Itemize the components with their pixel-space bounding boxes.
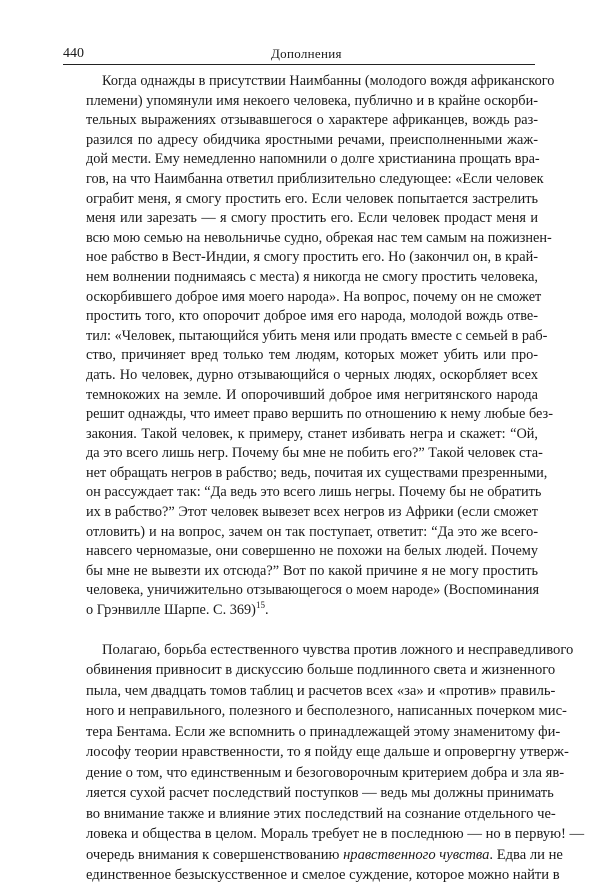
quote-line: нем волнении поднимаясь с места) я никогда не смогу простить человека, — [86, 268, 538, 285]
quote-line: закония. Такой человек, к примеру, станет избивать негра и скажет: “Ой, — [86, 425, 538, 442]
quote-line: человека, уничижительно отзывающегося о моем народе» (Воспоминания — [86, 582, 540, 599]
main-paragraph — [86, 640, 585, 886]
quote-line: ограбит меня, я смогу простить его. Если человек попытается застрелить — [86, 190, 538, 207]
quote-line: навсего черномазые, они совершенно не похожи на белых людей. Почему — [86, 543, 538, 560]
quote-line: племени) упомянули имя некоего человека, публично и в крайне оскорби- — [86, 92, 538, 109]
running-title: Дополнения — [271, 46, 342, 61]
main-line-11-end: . Едва ли не — [489, 846, 563, 863]
page-body — [86, 72, 585, 886]
quote-line: решит однажды, что имеет право вершить по отношению к нему любые без- — [86, 406, 553, 423]
main-line-11-start: очередь внимания к совершенствованию — [86, 846, 344, 863]
quote-line: всю мою семью на невольничье судно, обрекая нас тем самым на пожизнен- — [86, 229, 552, 246]
quote-line: гов, на что Наимбанна ответил приблизительно следующее: «Если человек — [86, 170, 544, 187]
quote-line: темнокожих на земле. И опорочивший доброе имя негритянского народа — [86, 386, 538, 403]
page-number: 440 — [63, 46, 84, 61]
quote-line: меня или зарезать — я смогу простить его. Если человек продаст меня и — [86, 210, 538, 227]
quote-line: тельных выражениях отзывавшегося о характере африканцев, вождь раз- — [86, 112, 538, 129]
quote-line: он рассуждает так: “Да ведь это всего лишь негры. Почему бы не обратить — [86, 484, 542, 501]
main-line: тера Бентама. Если же вспомнить о принадлежащей этому знаменитому фи- — [86, 723, 561, 740]
main-line: ляется сухой расчет последствий поступков — ведь мы должны принимать — [86, 785, 554, 802]
main-line: Полагаю, борьба естественного чувства против ложного и несправедливого — [102, 641, 574, 658]
quote-line: бы мне не вывезти их отсюда?” Вот по какой причине я не могу простить — [86, 562, 538, 579]
main-line: ловека и общества в целом. Мораль требует не в последнюю — но в первую! — — [86, 826, 585, 843]
quote-line: Когда однажды в присутствии Наимбанны (молодого вождя африканского — [102, 73, 555, 89]
main-line: обвинения привносит в дискуссию больше подлинного света и жизненного — [86, 662, 556, 679]
quote-line: дой мести. Ему немедленно напомнили о долге христианина прощать вра- — [86, 151, 540, 168]
quote-line: да это всего лишь негр. Почему бы мне не побить его?” Такой человек ста- — [86, 445, 543, 462]
main-line: лософу теории нравственности, то я пойду еще дальше и опровергну утверж- — [86, 744, 569, 761]
main-line: дение о том, что единственным и безоговорочным критерием добра и зла яв- — [86, 764, 565, 781]
quote-line: разился по адресу обидчика яростными речами, преисполненными жаж- — [86, 131, 538, 148]
main-line: ного и неправильного, полезного и бесполезного, написанных почерком мис- — [86, 703, 567, 720]
page-header — [63, 44, 535, 65]
quote-line: оскорбившего доброе имя моего народа». На вопрос, почему он не сможет — [86, 288, 542, 305]
quote-line: ное рабство в Вест-Индии, я смогу простить его. Но (закончил он, в край- — [86, 249, 538, 266]
quote-last-line — [86, 601, 538, 621]
quote-line: нет обращать негров в рабство; ведь, почитая их существами презренными, — [86, 464, 548, 481]
quote-line: тил: «Человек, пытающийся убить меня или продать вместе с семьей в раб- — [86, 327, 548, 344]
paragraph-gap — [86, 621, 538, 640]
footnote-ref: 15 — [255, 600, 265, 611]
quote-last-end: . — [264, 602, 269, 619]
quote-line: дать. Но человек, дурно отзывающийся о черных людях, оскорбляет всех — [86, 366, 538, 383]
quote-paragraph — [86, 72, 555, 621]
italic-phrase: нравственного чувства — [343, 846, 490, 863]
quote-last-text: о Грэнвилле Шарпе. С. 369) — [86, 602, 256, 619]
main-line: пыла, чем двадцать томов таблиц и расчетов всех «за» и «против» правиль- — [86, 682, 556, 699]
main-line: во внимание также и влияние этих последствий на сознание отдельного че- — [86, 805, 556, 822]
main-line — [86, 845, 563, 866]
quote-line: их в рабство?” Этот человек вывезет всех негров из Африки (если сможет — [86, 504, 538, 521]
quote-line: ство, причиняет вред только тем людям, которых может убить или про- — [86, 347, 538, 364]
quote-line: простить того, кто опорочит доброе имя его народа, молодой вождь отве- — [86, 308, 538, 325]
quote-line: отловить) и на вопрос, зачем он так поступает, ответит: “Да это же всего- — [86, 523, 538, 540]
main-last-line: единственное безыскусственное и смелое суждение, которое можно найти в — [86, 867, 560, 884]
